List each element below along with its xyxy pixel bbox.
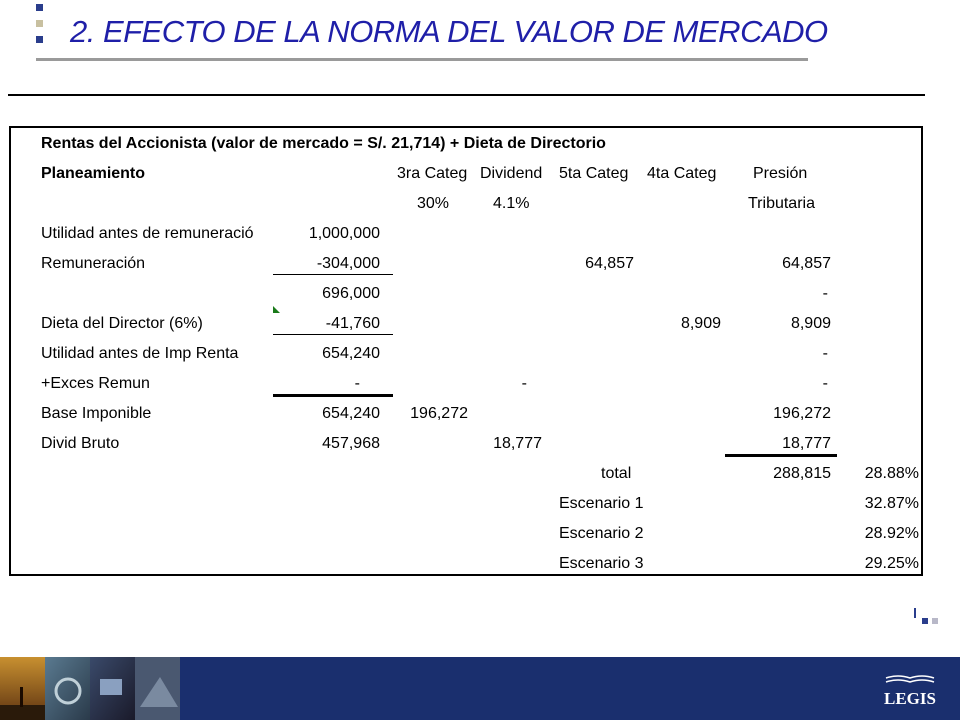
- underline-dieta: [273, 334, 393, 335]
- row-amount: 696,000: [322, 285, 380, 302]
- total-label: total: [601, 465, 632, 482]
- comment-marker-icon: [273, 306, 280, 313]
- row-label: Dieta del Director (6%): [41, 315, 203, 332]
- column-header-presion: Presión: [753, 165, 808, 182]
- row-label: Divid Bruto: [41, 435, 120, 452]
- table-heading: Rentas del Accionista (valor de mercado = S/. 21,714) + Dieta de Directorio: [41, 135, 606, 152]
- row-presion: 64,857: [782, 255, 831, 272]
- row-amount: -304,000: [316, 255, 380, 272]
- footer-photos-image: [0, 657, 180, 720]
- corner-squares-icon: [910, 606, 950, 626]
- row-amount: -: [354, 375, 360, 392]
- column-header-4ta: 4ta Categ: [647, 165, 717, 182]
- row-presion: 196,272: [773, 405, 831, 422]
- column-header-5ta: 5ta Categ: [559, 165, 629, 182]
- rate-dividend: 4.1%: [493, 195, 530, 212]
- legis-logo: [880, 674, 940, 710]
- divider: [8, 94, 925, 96]
- row-amount: -41,760: [325, 315, 380, 332]
- rate-3ra: 30%: [417, 195, 450, 212]
- column-header-dividend: Dividend: [480, 165, 543, 182]
- scenario-label: Escenario 1: [559, 495, 644, 512]
- planeamiento-label: Planeamiento: [41, 165, 146, 182]
- row-5ta: 64,857: [585, 255, 634, 272]
- page-title: 2. EFECTO DE LA NORMA DEL VALOR DE MERCADO: [70, 14, 828, 49]
- spreadsheet-table: [9, 126, 923, 576]
- underline-remuneracion: [273, 274, 393, 275]
- row-label: Remuneración: [41, 255, 146, 272]
- scenario-pct: 29.25%: [864, 555, 919, 572]
- scenario-pct: 32.87%: [864, 495, 919, 512]
- total-value: 288,815: [773, 465, 831, 482]
- row-label: Base Imponible: [41, 405, 152, 422]
- footer-band: [0, 657, 960, 720]
- row-3ra: 196,272: [410, 405, 468, 422]
- row-presion: -: [822, 345, 828, 362]
- legis-logo-text: LEGIS: [884, 689, 936, 708]
- row-dividend: -: [521, 375, 527, 392]
- row-presion: 8,909: [790, 315, 831, 332]
- column-header-3ra: 3ra Categ: [397, 165, 468, 182]
- row-label: Utilidad antes de Imp Renta: [41, 345, 239, 362]
- title-underline: [36, 58, 808, 61]
- row-presion: -: [822, 285, 828, 302]
- underline-exces: [273, 394, 393, 397]
- row-amount: 654,240: [322, 345, 380, 362]
- scenario-pct: 28.92%: [864, 525, 919, 542]
- row-presion: -: [822, 375, 828, 392]
- scenario-label: Escenario 2: [559, 525, 644, 542]
- row-amount: 1,000,000: [308, 225, 380, 242]
- total-pct: 28.88%: [864, 465, 919, 482]
- row-amount: 654,240: [322, 405, 380, 422]
- underline-presion: [725, 454, 837, 457]
- row-label: +Exces Remun: [41, 375, 150, 392]
- row-presion: 18,777: [782, 435, 831, 452]
- scenario-label: Escenario 3: [559, 555, 644, 572]
- row-amount: 457,968: [322, 435, 380, 452]
- row-label: Utilidad antes de remuneració: [41, 225, 254, 242]
- presion-subheader: Tributaria: [748, 195, 815, 212]
- row-dividend: 18,777: [493, 435, 542, 452]
- row-4ta: 8,909: [680, 315, 721, 332]
